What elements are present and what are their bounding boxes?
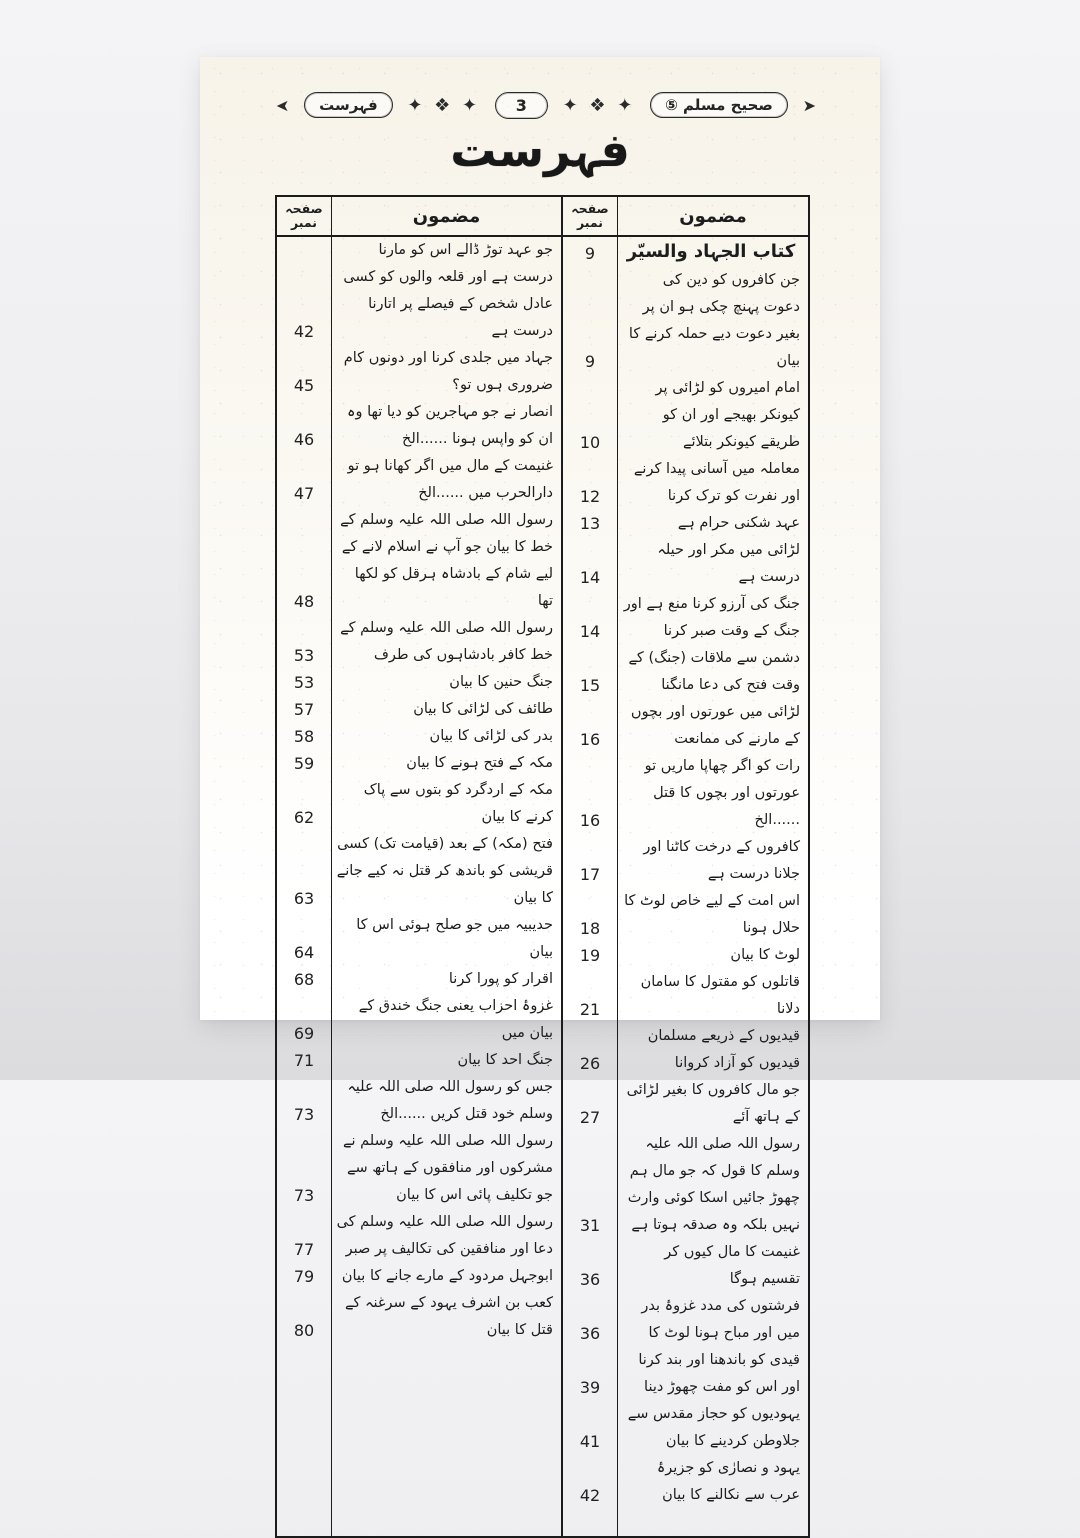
page-number-cell: 59 [277, 750, 332, 777]
toc-row [277, 777, 561, 831]
topic-cell: جو مال کافروں کا بغیر لڑائی کے ہاتھ آئے [626, 1082, 800, 1125]
page-number-cell: 10 [563, 375, 618, 456]
toc-row [277, 1209, 561, 1263]
page-number-cell: 47 [277, 453, 332, 507]
page-number-header: صفحہ نمبر [277, 197, 332, 235]
page-number-cell: 45 [277, 345, 332, 399]
page-number-cell: 53 [277, 615, 332, 669]
topic-cell: دشمن سے ملاقات (جنگ) کے وقت فتح کی دعا مانگنا [628, 650, 800, 693]
page-number-cell: 17 [563, 834, 618, 888]
toc-row [277, 453, 561, 507]
topic-cell: غزوۂ احزاب یعنی جنگ خندق کے بیان میں [358, 998, 553, 1041]
toc-row [277, 615, 561, 669]
toc-row [563, 753, 808, 834]
toc-row [563, 456, 808, 510]
page-number-cell: 39 [563, 1347, 618, 1401]
topic-cell: مکہ کے اردگرد کو بتوں سے پاک کرنے کا بیان [363, 782, 553, 825]
toc-row [277, 399, 561, 453]
toc-right-half [563, 197, 808, 1536]
page-number-cell: 58 [277, 723, 332, 750]
toc-row [277, 345, 561, 399]
toc-row [563, 699, 808, 753]
page-number-cell: 73 [277, 1074, 332, 1128]
toc-row [277, 669, 561, 696]
page-number-cell: 15 [563, 645, 618, 699]
topic-cell: جن کافروں کو دین کی دعوت پہنچ چکی ہو ان پر بغیر دعوت دیے حملہ کرنے کا بیان [628, 272, 800, 369]
page-number-cell: 68 [277, 966, 332, 993]
topic-cell: عہد شکنی حرام ہے [677, 515, 800, 531]
page-number-cell: 46 [277, 399, 332, 453]
page-number-cell: 27 [563, 1077, 618, 1131]
page-number-cell: 80 [277, 1290, 332, 1344]
page-number-cell: 63 [277, 831, 332, 912]
toc-row [563, 1455, 808, 1509]
toc-row [277, 993, 561, 1047]
header-cartouche-book-title: صحیح مسلم ⑤ [650, 92, 788, 118]
page-number-cell: 69 [277, 993, 332, 1047]
topic-cell: غنیمت کے مال میں اگر کھانا ہو تو دارالحرب میں ......الخ [347, 458, 553, 501]
topic-header: مضمون [412, 205, 481, 227]
toc-row [563, 1293, 808, 1347]
floral-ornament-icon: ✦ ❖ ✦ [407, 94, 481, 116]
toc-row [563, 1023, 808, 1077]
page-number-cell: 14 [563, 591, 618, 645]
floral-ornament-icon: ✦ ❖ ✦ [562, 94, 636, 116]
toc-row [277, 912, 561, 966]
topic-cell: فرشتوں کی مدد غزوۂ بدر میں اور مباح ہونا لوٹ کا [641, 1298, 800, 1341]
toc-row [277, 696, 561, 723]
page-number-cell: 9 [563, 237, 618, 267]
toc-left-body [277, 237, 561, 1536]
page-number-cell: 42 [277, 237, 332, 345]
topic-cell: رسول اللہ صلی اللہ علیہ وسلم کا قول کہ جو مال ہم چھوڑ جائیں اسکا کوئی وارث نہیں بلکہ وہ صدقہ ہوتا ہے [627, 1136, 800, 1233]
page-number-cell: 77 [277, 1209, 332, 1263]
page-number-cell: 79 [277, 1263, 332, 1290]
toc-row [563, 888, 808, 942]
toc-row [277, 966, 561, 993]
topic-cell: جس کو رسول اللہ صلی اللہ علیہ وسلم خود قتل کریں ......الخ [347, 1079, 553, 1122]
page-number-cell: 26 [563, 1023, 618, 1077]
page-number-cell: 36 [563, 1293, 618, 1347]
topic-cell: اس امت کے لیے خاص لوٹ کا حلال ہونا [624, 893, 800, 936]
page-number-cell: 14 [563, 537, 618, 591]
toc-row [277, 1047, 561, 1074]
toc-row [277, 1263, 561, 1290]
topic-cell: غنیمت کا مال کیوں کر تقسیم ہوگا [664, 1244, 800, 1287]
toc-left-header-row [277, 197, 561, 237]
topic-cell: امام امیروں کو لڑائی پر کیونکر بھیجے اور ان کو طریقے کیونکر بتلائے [655, 380, 800, 450]
page-number-cell: 21 [563, 969, 618, 1023]
topic-cell: رسول اللہ صلی اللہ علیہ وسلم کے خط کا بیان جو آپ نے اسلام لانے کے لیے شام کے بادشاہ ہرقل کو لکھا تھا [340, 512, 553, 609]
toc-row [277, 1074, 561, 1128]
page-number-cell: 36 [563, 1239, 618, 1293]
topic-cell: لڑائی میں مکر اور حیلہ درست ہے [657, 542, 800, 585]
toc-row [277, 1128, 561, 1209]
toc-table [275, 195, 810, 1538]
topic-cell: رسول اللہ صلی اللہ علیہ وسلم کی دعا اور منافقین کی تکالیف پر صبر [336, 1214, 553, 1257]
page-title: فہرست [450, 123, 630, 177]
page-number-cell: 31 [563, 1131, 618, 1239]
toc-right-body [563, 237, 808, 1536]
page-number-cell: 12 [563, 456, 618, 510]
toc-filler-row [277, 1344, 561, 1536]
topic-cell: کتاب الجہاد والسیّر [626, 241, 796, 262]
toc-row [563, 1347, 808, 1401]
topic-cell [618, 1509, 808, 1536]
topic-cell: معاملہ میں آسانی پیدا کرنے اور نفرت کو ترک کرنا [633, 461, 800, 504]
page-number-cell: 62 [277, 777, 332, 831]
topic-cell: جنگ کی آرزو کرنا منع ہے اور جنگ کے وقت صبر کرنا [623, 596, 800, 639]
toc-row [563, 267, 808, 375]
topic-cell: قیدیوں کے ذریعے مسلمان قیدیوں کو آزاد کروانا [647, 1028, 800, 1071]
topic-cell: جنگ احد کا بیان [457, 1052, 553, 1068]
toc-row [563, 1131, 808, 1239]
arrow-ornament-icon: ➤ [276, 95, 290, 115]
toc-row [563, 591, 808, 645]
topic-cell: جو عہد توڑ ڈالے اس کو مارنا درست ہے اور قلعہ والوں کو کسی عادل شخص کے فیصلے پر اتارنا درست ہے [343, 242, 553, 339]
topic-cell: مکہ کے فتح ہونے کا بیان [406, 755, 553, 771]
page-number-cell [563, 1509, 618, 1536]
toc-filler-row [563, 1509, 808, 1536]
topic-cell: جہاد میں جلدی کرنا اور دونوں کام ضروری ہوں تو؟ [343, 350, 553, 393]
page-number-cell: 57 [277, 696, 332, 723]
page-number-cell: 41 [563, 1401, 618, 1455]
page-number-cell: 48 [277, 507, 332, 615]
header-cartouche-fehrist: فہرست [304, 92, 393, 118]
topic-cell: فتح (مکہ) کے بعد (قیامت تک) کسی قریشی کو باندھ کر قتل نہ کیے جانے کا بیان [336, 836, 553, 906]
page-number-header: صفحہ نمبر [563, 197, 618, 235]
page-number-cell: 64 [277, 912, 332, 966]
toc-row [563, 1401, 808, 1455]
page-number-cell: 16 [563, 753, 618, 834]
toc-row [563, 1077, 808, 1131]
toc-row [563, 237, 808, 267]
page-number-cell: 9 [563, 267, 618, 375]
toc-row [563, 1239, 808, 1293]
topic-header: مضمون [679, 205, 747, 227]
toc-row [563, 375, 808, 456]
topic-cell: بدر کی لڑائی کا بیان [429, 728, 553, 744]
page-number-cell [277, 1344, 332, 1536]
page-number-cell: 19 [563, 942, 618, 969]
topic-cell: یہود و نصارٰی کو جزیرۂ عرب سے نکالنے کا بیان [656, 1460, 800, 1503]
topic-cell: لوٹ کا بیان [730, 947, 800, 963]
topic-cell: اقرار کو پورا کرنا [448, 971, 553, 987]
page-number-cell: 18 [563, 888, 618, 942]
page-number-cell: 42 [563, 1455, 618, 1509]
topic-cell: لڑائی میں عورتوں اور بچوں کے مارنے کی ممانعت [630, 704, 800, 747]
toc-row [277, 723, 561, 750]
topic-cell: رات کو اگر چھاپا ماریں تو عورتوں اور بچوں کا قتل ......الخ [644, 758, 800, 828]
topic-cell: حدیبیہ میں جو صلح ہوئی اس کا بیان [356, 917, 553, 960]
topic-cell: یہودیوں کو حجاز مقدس سے جلاوطن کردینے کا بیان [627, 1406, 800, 1449]
toc-row [277, 507, 561, 615]
toc-row [563, 510, 808, 537]
ornamental-header-band [276, 85, 816, 125]
toc-left-half [277, 197, 563, 1536]
topic-cell: رسول اللہ صلی اللہ علیہ وسلم نے مشرکوں اور منافقوں کے ہاتھ سے جو تکلیف پائی اس کا بیان [343, 1133, 553, 1203]
topic-cell: جنگ حنین کا بیان [449, 674, 553, 690]
toc-row [277, 1290, 561, 1344]
toc-row [563, 834, 808, 888]
topic-cell: رسول اللہ صلی اللہ علیہ وسلم کے خط کافر بادشاہوں کی طرف [340, 620, 553, 663]
page-number-cell: 53 [277, 669, 332, 696]
page-number-cell: 13 [563, 510, 618, 537]
topic-cell: ابوجہل مردود کے مارے جانے کا بیان [341, 1268, 553, 1284]
header-cartouche-page-number: 3 [495, 92, 548, 119]
scanned-page [200, 57, 880, 1505]
topic-cell: کعب بن اشرف یہود کے سرغنہ کے قتل کا بیان [345, 1295, 553, 1338]
page-number-cell: 16 [563, 699, 618, 753]
topic-cell [332, 1344, 561, 1536]
toc-row [277, 750, 561, 777]
toc-row [563, 645, 808, 699]
topic-cell: کافروں کے درخت کاٹنا اور جلانا درست ہے [643, 839, 800, 882]
topic-cell: قاتلوں کو مقتول کا سامان دلانا [640, 974, 800, 1017]
toc-row [277, 831, 561, 912]
page-number-cell: 71 [277, 1047, 332, 1074]
topic-cell: طائف کی لڑائی کا بیان [413, 701, 553, 717]
topic-cell: قیدی کو باندھنا اور بند کرنا اور اس کو مفت چھوڑ دینا [638, 1352, 800, 1395]
toc-row [563, 537, 808, 591]
topic-cell: انصار نے جو مہاجرین کو دیا تھا وہ ان کو واپس ہونا ......الخ [347, 404, 553, 447]
page-number-cell: 73 [277, 1128, 332, 1209]
arrow-ornament-icon: ➤ [802, 95, 816, 115]
toc-right-header-row [563, 197, 808, 237]
toc-row [277, 237, 561, 345]
toc-row [563, 942, 808, 969]
toc-row [563, 969, 808, 1023]
